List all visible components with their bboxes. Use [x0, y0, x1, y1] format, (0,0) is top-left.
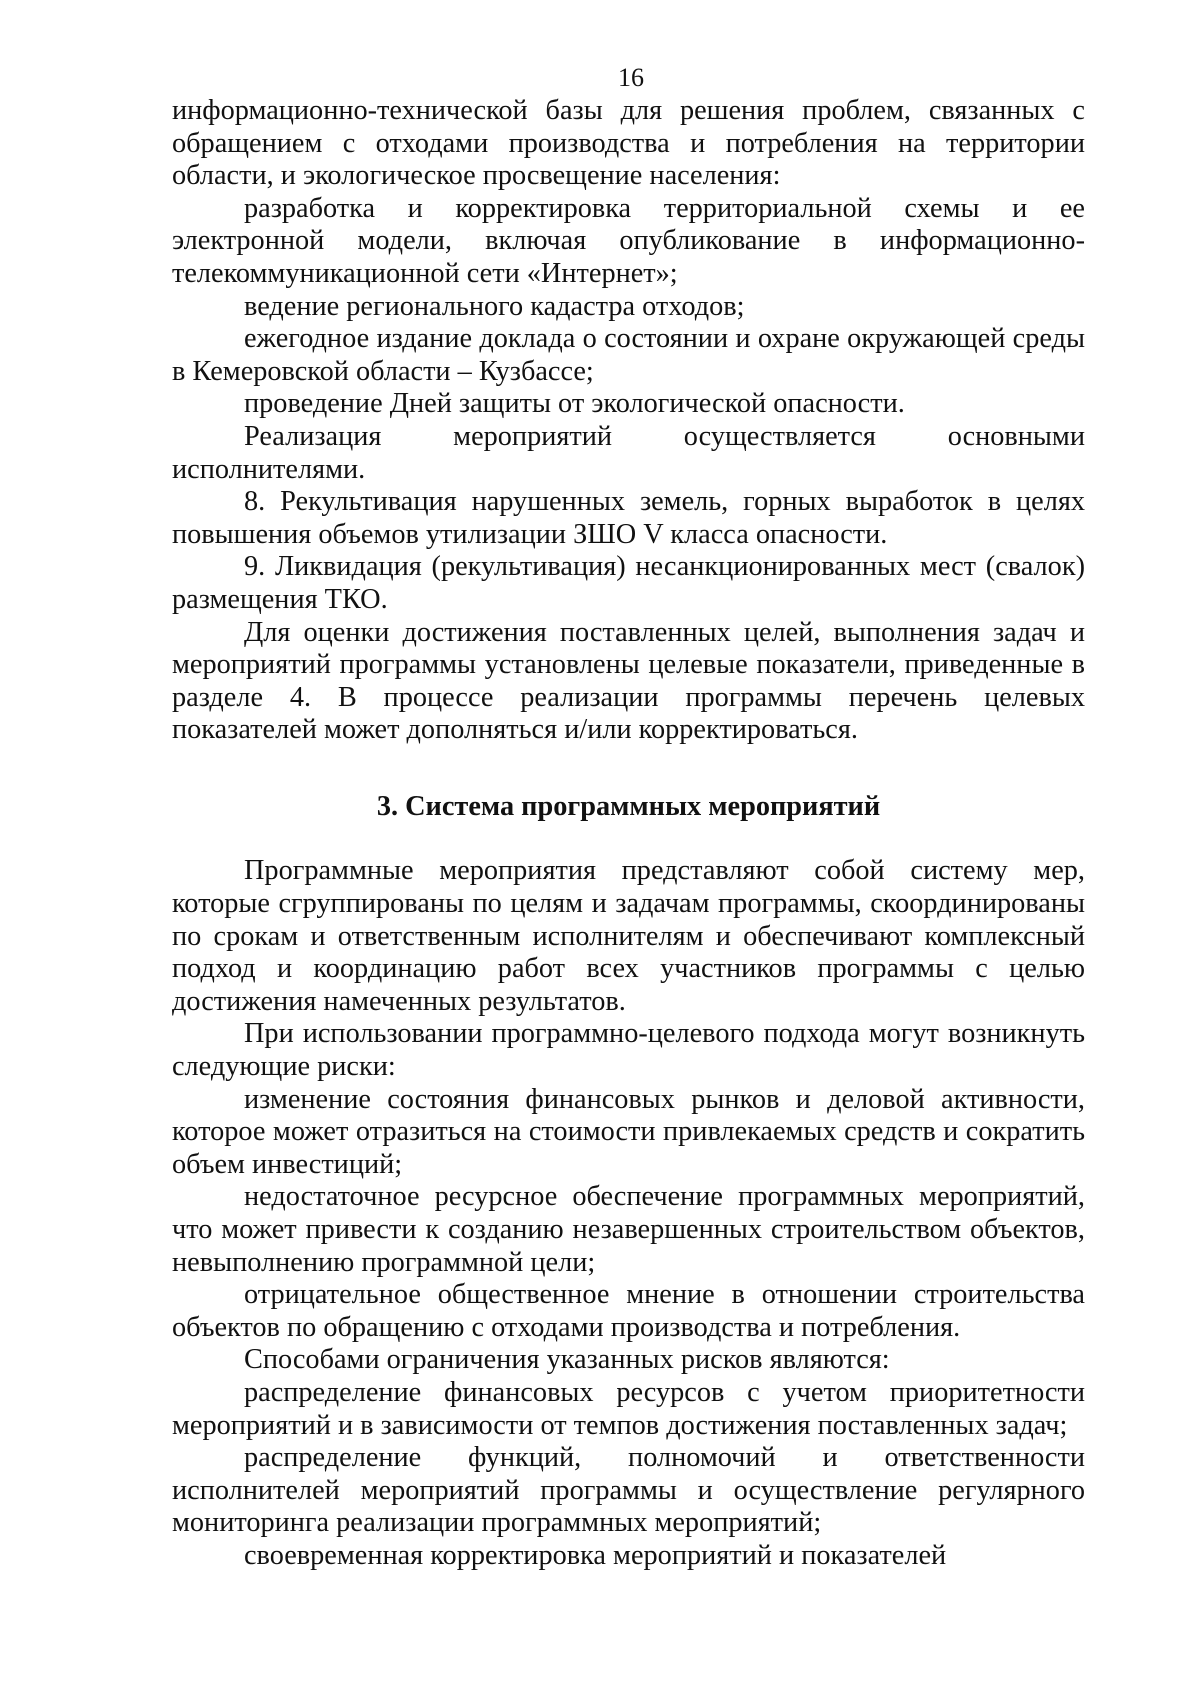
paragraph: 8. Рекультивация нарушенных земель, горных выработок в целях повышения объемов утилизации ЗШО V класса опасности.	[172, 486, 1085, 550]
section-heading: 3. Система программных мероприятий	[376, 790, 881, 822]
paragraph-continuation: информационно-технической базы для решения проблем, связанных с обращением с отходами производства и потребления на территории области, и экологическое просвещение населения:	[172, 95, 1085, 192]
paragraph: своевременная корректировка мероприятий и показателей	[244, 1539, 947, 1571]
paragraph: ведение регионального кадастра отходов;	[244, 290, 745, 322]
paragraph: Программные мероприятия представляют собой систему мер, которые сгруппированы по целям и задачам программы, скоординированы по срокам и ответственным исполнителям и обеспечивают комплексный подход и координацию работ всех участников программы с целью достижения намеченных результатов.	[172, 855, 1085, 1017]
document-body	[172, 95, 1085, 1573]
paragraph: При использовании программно-целевого подхода могут возникнуть следующие риски:	[172, 1018, 1085, 1083]
paragraph: Реализация мероприятий осуществляется основными исполнителями.	[172, 420, 1085, 485]
paragraph: ежегодное издание доклада о состоянии и охране окружающей среды в Кемеровской области – Кузбассе;	[172, 323, 1085, 387]
paragraph: недостаточное ресурсное обеспечение программных мероприятий, что может привести к созданию незавершенных строительством объектов, невыполнению программной цели;	[172, 1181, 1085, 1278]
paragraph: разработка и корректировка территориальной схемы и ее электронной модели, включая опубликование в информационно-телекоммуникационной сети «Интернет»;	[172, 192, 1085, 289]
paragraph: Способами ограничения указанных рисков являются:	[244, 1344, 890, 1376]
page-number: 16	[618, 63, 644, 92]
paragraph: 9. Ликвидация (рекультивация) несанкционированных мест (свалок) размещения ТКО.	[172, 551, 1085, 615]
paragraph: Для оценки достижения поставленных целей, выполнения задач и мероприятий программы установлены целевые показатели, приведенные в разделе 4. В процессе реализации программы перечень целевых показателей может дополняться и/или корректироваться.	[172, 616, 1085, 746]
spacer	[172, 823, 1085, 855]
spacer	[172, 747, 1085, 791]
paragraph: изменение состояния финансовых рынков и деловой активности, которое может отразиться на стоимости привлекаемых средств и сократить объем инвестиций;	[172, 1083, 1085, 1180]
paragraph: распределение финансовых ресурсов с учетом приоритетности мероприятий и в зависимости от темпов достижения поставленных задач;	[172, 1376, 1085, 1441]
paragraph: распределение функций, полномочий и ответственности исполнителей мероприятий программы и осуществление регулярного мониторинга реализации программных мероприятий;	[172, 1442, 1085, 1539]
paragraph: проведение Дней защиты от экологической опасности.	[244, 388, 905, 420]
paragraph: отрицательное общественное мнение в отношении строительства объектов по обращению с отходами производства и потребления.	[172, 1279, 1085, 1343]
